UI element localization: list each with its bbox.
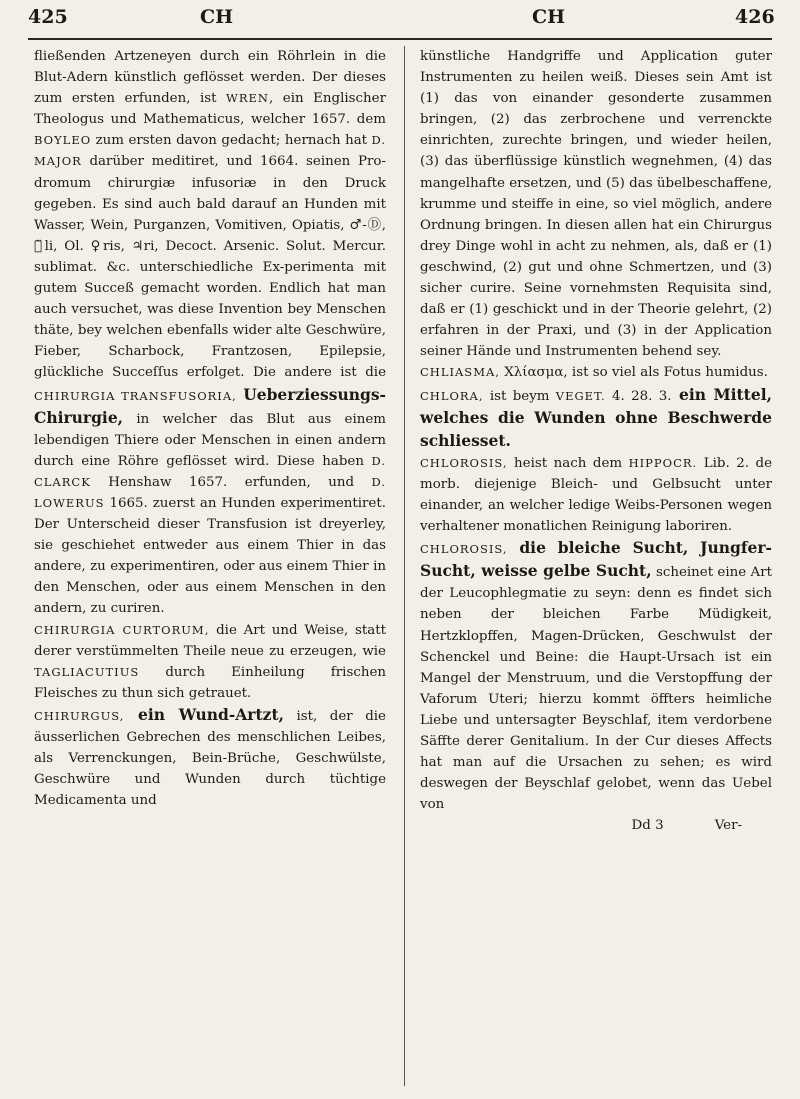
entry-chlora: CHLORA, ist beym VEGET. 4. 28. 3. ein Mittel, welches die Wunden ohne Beschwerde schliesset. [420, 384, 772, 450]
catchword-left: CH [200, 6, 234, 28]
entry-chlorosis-2: CHLOROSIS, die bleiche Sucht, Jungfer-Sucht, weisse gelbe Sucht, scheinet eine Art der Leucophlegmatie zu seyn: denn es findet sich neben der bleichen Farbe Müdigkeit, Hertzklopffen, Magen-Drücken, Geschwulst der Schenckel und Beine: die Haupt-Ursach ist ein Mangel der Menstruum, und die Verstopffung der Vaforum Uteri; hierzu kommt öffters heimliche Liebe und untersagter Beyschlaf, item verdorbene Säffte derer Genitalium. In der Cur dieses Affects hat man auf die Ursachen zu sehen; es wird deswegen der Beyschlaf gelobet, wenn das Uebel von [420, 538, 772, 813]
catchword-footer: Ver- [714, 818, 742, 834]
term-ueberziessungs-chirurgie: Ueberziessungs-Chirurgie, [34, 384, 386, 427]
term-chlorosis: CHLOROSIS, [420, 455, 508, 470]
term-wund-artzt: ein Wund-Artzt, [124, 704, 284, 724]
name-clarck: D. CLARCK [34, 453, 386, 489]
term-bleiche-sucht: die bleiche Sucht, Jungfer-Sucht, weisse gelbe Sucht, [420, 538, 772, 581]
entry-infusoria-continued: fließenden Artzeneyen durch ein Röhrlein in die Blut-Adern künstlich geflösset werden. Der dieses zum ersten erfunden, ist WREN, ein Englischer Theologus und Mathematicus, welcher 1657. dem BOYLEO zum ersten davon gedacht; hernach hat D. MAJOR darüber meditiret, und 1664. seinen Pro-dromum chirurgiæ infusoriæ in den Druck gegeben. Es sind auch bald darauf an Hunden mit Wasser, Wein, Purganzen, Vomitiven, Opiatis, ♂-Ⓓ, Ⓔ̃li, Ol. ♀ris, ♃ri, Decoct. Arsenic. Solut. Mercur. sublimat. &c. unterschiedliche Ex-perimenta mit gutem Succeß gemacht worden. Endlich hat man auch versuchet, was diese Invention bey Menschen thäte, bey welchen ebenfalls wider alte Geschwüre, Fieber, Scharbock, Frantzosen, Epilepsie, glückliche Succeſſus erfolget. Die andere ist die CHIRURGIA TRANSFUSORIA, Ueberziessungs-Chirurgie, in welcher das Blut aus einem lebendigen Thiere oder Menschen in einen andern durch eine Röhre geflösset wird. Diese haben D. CLARCK Henshaw 1657. erfunden, und D. LOWERUS 1665. zuerst an Hunden experimentiret. Der Unterscheid dieser Transfusion ist dreyerley, sie geschiehet entweder aus einem Thier in das andere, zu experimentiren, oder aus einem Thier in den Menschen, oder aus einem Menschen in den andern, zu curiren. [34, 49, 386, 617]
entry-chlorosis-1: CHLOROSIS, heist nach dem HIPPOCR. Lib. 2. de morb. diejenige Bleich- und Gelbsucht unter einander, an welcher ledige Weibs-Personen wegen verhaltener monatlichen Reinigung laboriren. [420, 455, 772, 535]
entry-chirurgia-curtorum: CHIRURGIA CURTORUM, die Art und Weise, statt derer verstümmelten Theile neue zu erzeugen, wie TAGLIACUTIUS durch Einheilung frischen Fleisches zu thun sich getrauet. [34, 622, 386, 701]
entry-chirurgus-continued: künstliche Handgriffe und Application guter Instrumenten zu heilen weiß. Dieses sein Amt ist (1) das von einander gesonderte zusammen bringen, (2) das zerbrochene und verrenckte einrichten, zurechte bringen, und wieder heilen, (3) das überflüssige künstlich wegnehmen, (4) das mangelhafte ersetzen, und (5) das übelbeschaffene, krumme und steiffe in eine, so viel möglich, andere Ordnung bringen. In diesen allen hat ein Chirurgus drey Dinge wohl in acht zu nehmen, als, daß er (1) geschwind, (2) gut und ohne Schmertzen, und (3) sicher curire. Seine vornehmsten Requisita sind, daß er (1) geschickt und in der Theorie gelehrt, (2) erfahren in der Praxi, und (3) in der Application seiner Hände und Instrumenten behend sey. [420, 49, 772, 360]
name-wren: WREN [226, 91, 269, 106]
signature-mark: Dd 3 [631, 818, 664, 834]
name-lowerus: D. LOWERUS [34, 474, 386, 510]
term-chlora: CHLORA, [420, 388, 484, 403]
right-column [420, 46, 772, 836]
term-chlorosis-2: CHLOROSIS, [420, 542, 508, 557]
page-number-left: 425 [28, 6, 68, 28]
name-hippocr: HIPPOCR. [628, 455, 698, 470]
term-chirurgia-transfusoria: CHIRURGIA TRANSFUSORIA, [34, 388, 237, 403]
page-header [0, 0, 800, 44]
header-rule [28, 38, 772, 40]
term-chliasma: CHLIASMA, [420, 365, 500, 380]
name-boyleo: BOYLEO [34, 133, 92, 148]
page-number-right: 426 [735, 6, 775, 28]
name-veget: VEGET. [555, 388, 606, 403]
left-column [34, 46, 386, 811]
term-chirurgus: CHIRURGUS, [34, 708, 125, 723]
catchword-right: CH [532, 6, 566, 28]
name-tagliacutius: TAGLIACUTIUS [34, 664, 140, 679]
page-footer [420, 815, 772, 836]
entry-chirurgus: CHIRURGUS, ein Wund-Artzt, ist, der die äusserlichen Gebrechen des menschlichen Leibes, als Verrenckungen, Bein-Brüche, Geschwülste, Geschwüre und Wunden durch tüchtige Medicamenta und [34, 704, 386, 809]
entry-chliasma: CHLIASMA, Χλίασμα, ist so viel als Fotus humidus. [420, 365, 768, 381]
column-divider [404, 46, 405, 1086]
name-major: D. MAJOR [34, 133, 386, 169]
term-chirurgia-curtorum: CHIRURGIA CURTORUM, [34, 622, 210, 637]
